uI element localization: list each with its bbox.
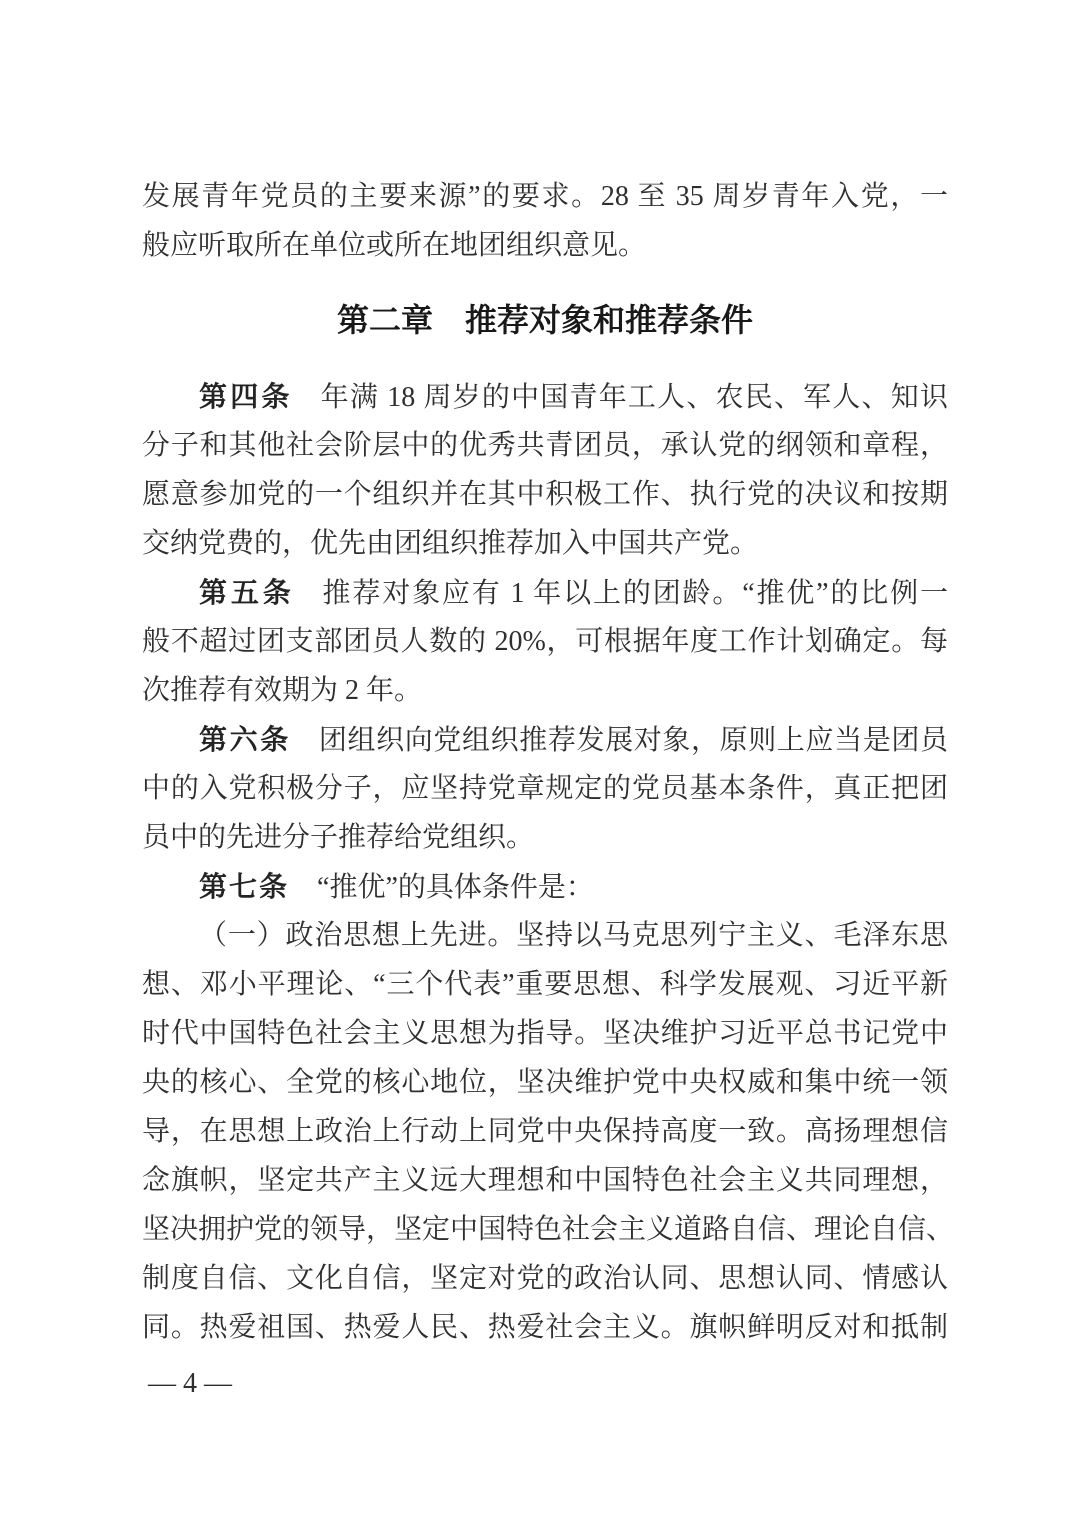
text-line: [142, 372, 948, 421]
text-line: 次推荐有效期为 2 年。: [142, 675, 423, 706]
text-line: 交纳党费的，优先由团组织推荐加入中国共产党。: [142, 528, 759, 559]
text-line: 央的核心、全党的核心地位，坚决维护党中央权威和集中统一领: [142, 1067, 948, 1098]
article-number-label: 第五条: [199, 577, 295, 608]
text-line: 坚决拥护党的领导，坚定中国特色社会主义道路自信、理论自信、: [142, 1214, 955, 1245]
line-text: 推荐对象应有 1 年以上的团龄。“推优”的比例一: [322, 578, 948, 609]
text-line: 中的入党积极分子，应坚持党章规定的党员基本条件，真正把团: [142, 773, 948, 804]
line-text: 团组织向党组织推荐发展对象，原则上应当是团员: [318, 725, 948, 756]
text-line: 时代中国特色社会主义思想为指导。坚决维护习近平总书记党中: [142, 1018, 948, 1049]
text-line: 想、邓小平理论、“三个代表”重要思想、科学发展观、习近平新: [142, 969, 948, 1000]
page-number: — 4 —: [148, 1368, 232, 1399]
document-body: [142, 172, 955, 1352]
text-line: 发展青年党员的主要来源”的要求。28 至 35 周岁青年入党，一: [142, 181, 948, 212]
chapter-2-heading: 第二章 推荐对象和推荐条件: [336, 302, 753, 338]
line-text: “推优”的具体条件是：: [317, 872, 594, 903]
line-text: 年满 18 周岁的中国青年工人、农民、军人、知识: [320, 382, 948, 413]
text-line: （一）政治思想上先进。坚持以马克思列宁主义、毛泽东思: [199, 920, 948, 951]
text-line: 制度自信、文化自信，坚定对党的政治认同、思想认同、情感认: [142, 1263, 948, 1294]
text-line: 般应听取所在单位或所在地团组织意见。: [142, 230, 647, 261]
article-number-label: 第六条: [199, 724, 291, 755]
article-number-label: 第七条: [199, 871, 290, 902]
article-number-label: 第四条: [199, 381, 293, 412]
text-line: 般不超过团支部团员人数的 20%，可根据年度工作计划确定。每: [142, 626, 948, 657]
text-line: [142, 715, 948, 764]
text-line: 愿意参加党的一个组织并在其中积极工作、执行党的决议和按期: [142, 479, 948, 510]
text-line: 分子和其他社会阶层中的优秀共青团员，承认党的纲领和章程，: [142, 430, 948, 461]
text-line: [142, 862, 948, 911]
text-line: 员中的先进分子推荐给党组织。: [142, 822, 535, 853]
text-line: 念旗帜，坚定共产主义远大理想和中国特色社会主义共同理想，: [142, 1165, 948, 1196]
text-line: 同。热爱祖国、热爱人民、热爱社会主义。旗帜鲜明反对和抵制: [142, 1312, 948, 1343]
text-line: [142, 568, 948, 617]
text-line: 导，在思想上政治上行动上同党中央保持高度一致。高扬理想信: [142, 1116, 948, 1147]
